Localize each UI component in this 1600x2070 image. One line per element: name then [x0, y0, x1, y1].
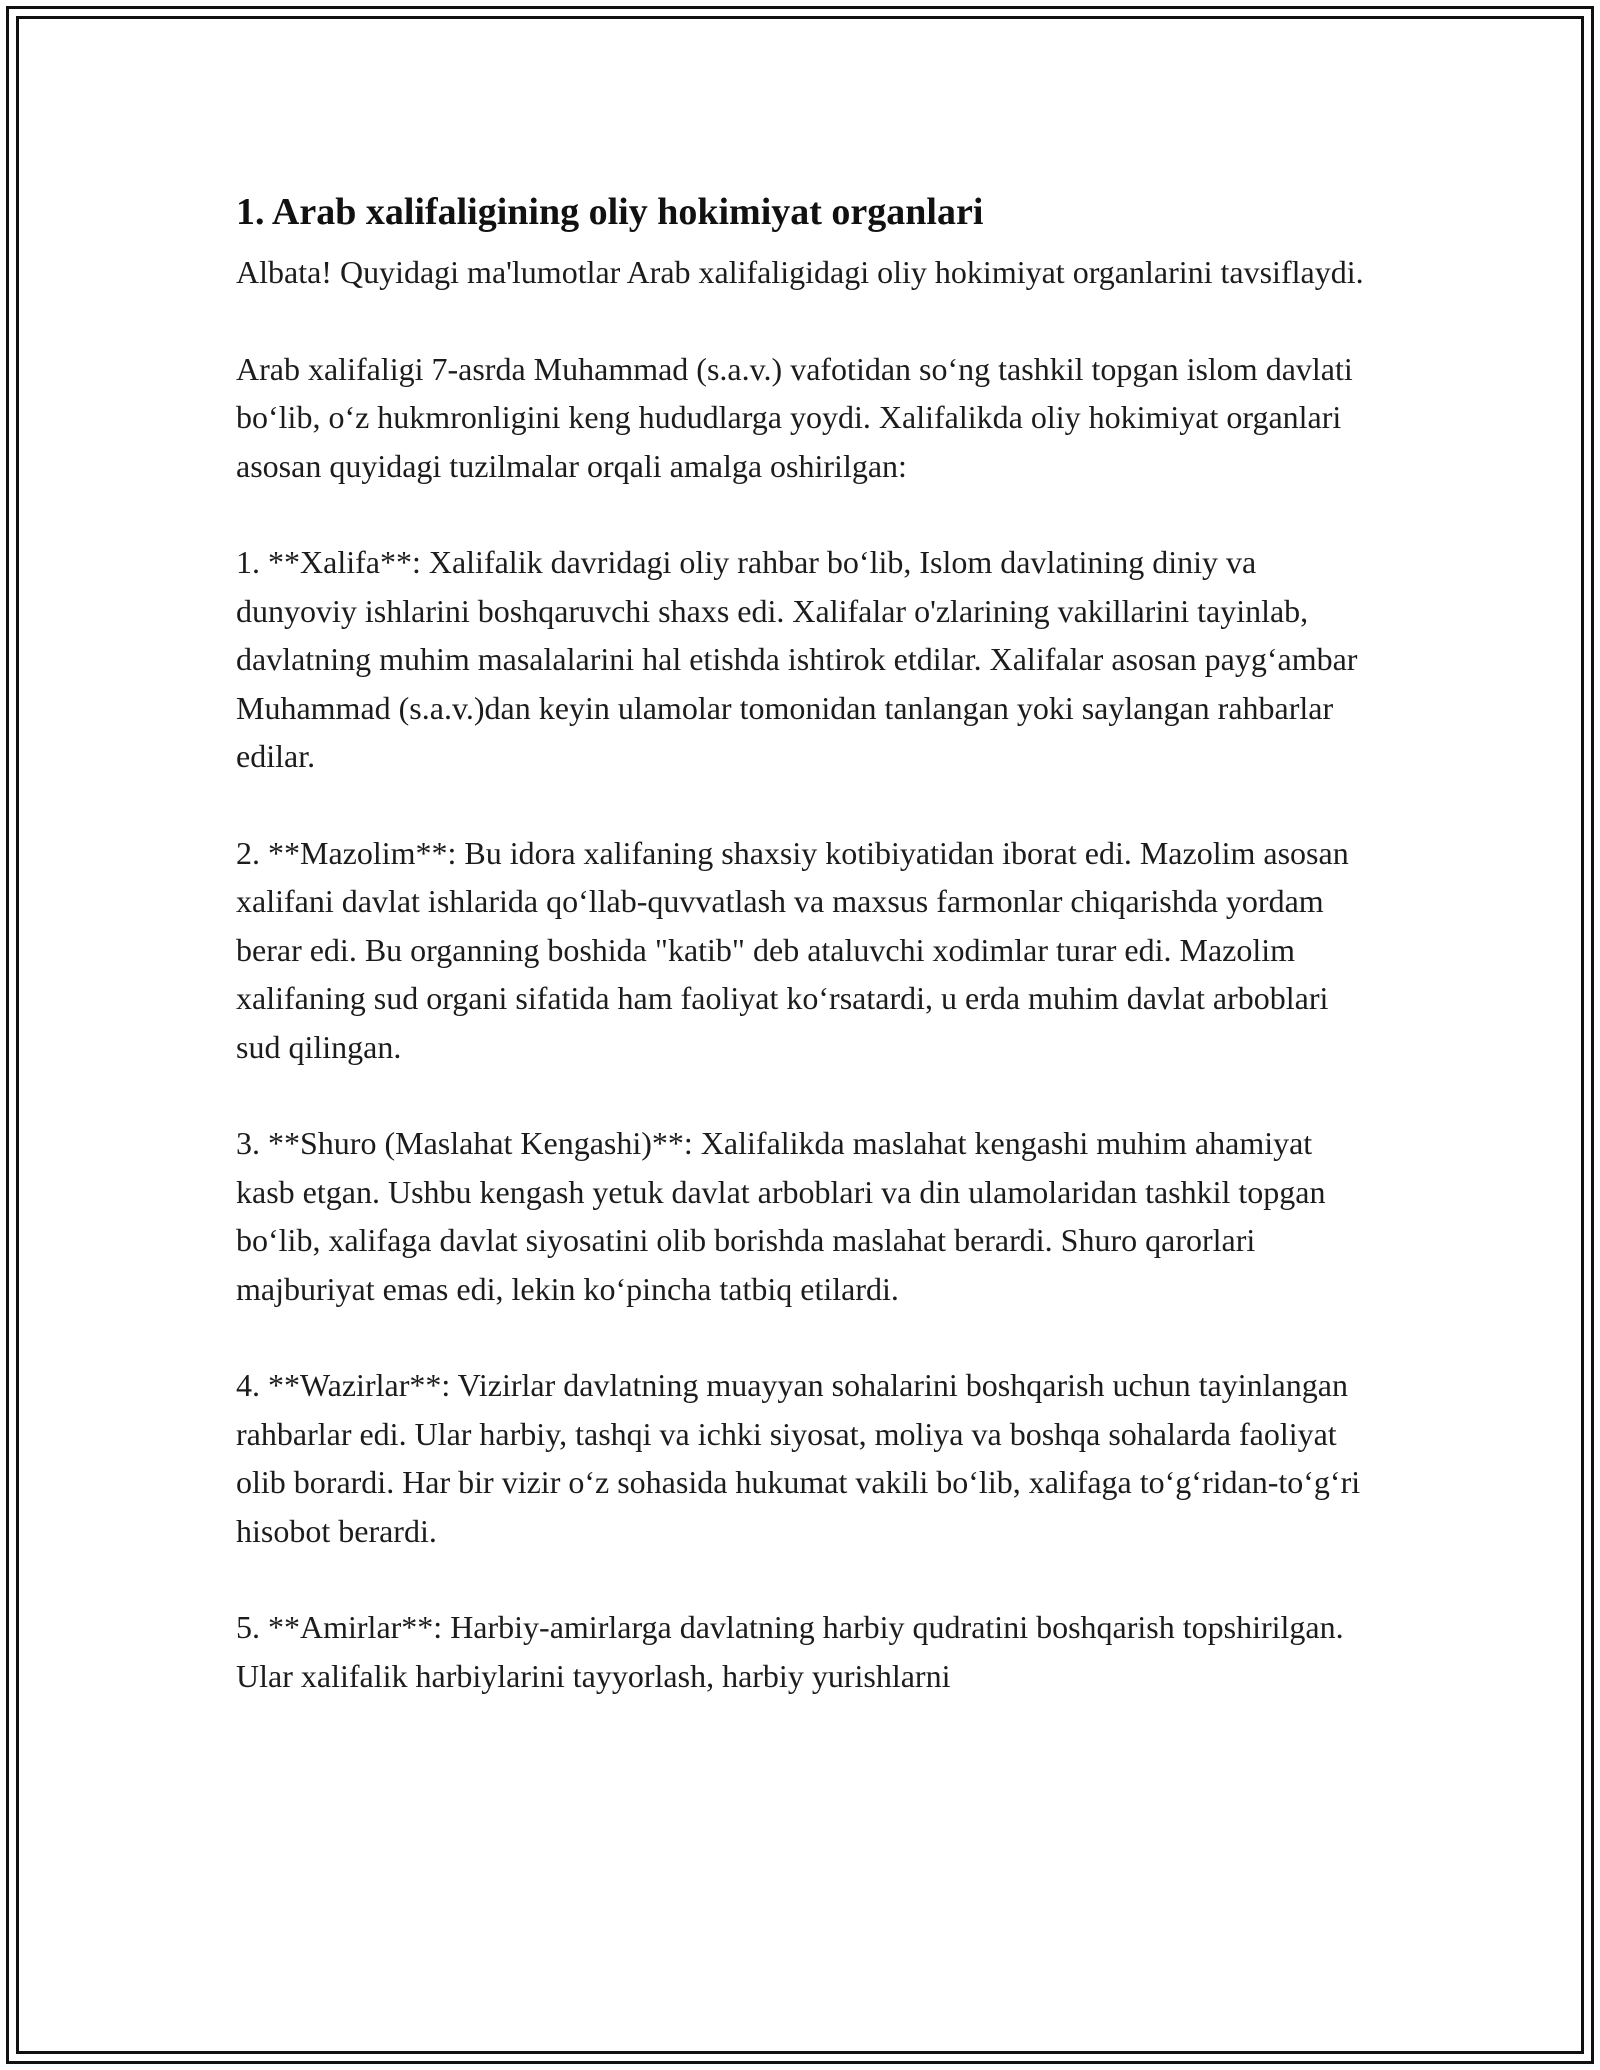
list-item-amirlar: 5. **Amirlar**: Harbiy-amirlarga davlatning harbiy qudratini boshqarish topshirilgan. Ular xalifalik harbiylarini tayyorlash, harbiy yurishlarni: [236, 1609, 1344, 1694]
list-item-mazolim: 2. **Mazolim**: Bu idora xalifaning shaxsiy kotibiyatidan iborat edi. Mazolim asosan xalifani davlat ishlarida qo‘llab-quvvatlash va maxsus farmonlar chiqarishda yordam berar edi. Bu organning boshida "katib" deb ataluvchi xodimlar turar edi. Mazolim xalifaning sud organi sifatida ham faoliyat ko‘rsatardi, u erda muhim davlat arboblari sud qilingan.: [236, 834, 1349, 1065]
list-item-xalifa: 1. **Xalifa**: Xalifalik davridagi oliy rahbar bo‘lib, Islom davlatining diniy va dunyoviy ishlarini boshqaruvchi shaxs edi. Xalifalar o'zlarining vakillarini tayinlab, davlatning muhim masalalarini hal etishda ishtirok etdilar. Xalifalar asosan payg‘ambar Muhammad (s.a.v.)dan keyin ulamolar tomonidan tanlangan yoki saylangan rahbarlar edilar.: [236, 544, 1358, 774]
document-title: 1. Arab xalifaligining oliy hokimiyat organlari: [236, 191, 984, 233]
overview-paragraph: Arab xalifaligi 7-asrda Muhammad (s.a.v.) vafotidan so‘ng tashkil topgan islom davlati bo‘lib, o‘z hukmronligini keng hududlarga yoydi. Xalifalikda oliy hokimiyat organlari asosan quyidagi tuzilmalar orqali amalga oshirilgan:: [236, 350, 1353, 484]
intro-paragraph: Albata! Quyidagi ma'lumotlar Arab xalifaligidagi oliy hokimiyat organlarini tavsiflaydi.: [236, 254, 1364, 290]
list-item-shuro: 3. **Shuro (Maslahat Kengashi)**: Xalifalikda maslahat kengashi muhim ahamiyat kasb etgan. Ushbu kengash yetuk davlat arboblari va din ulamolaridan tashkil topgan bo‘lib, xalifaga davlat siyosatini olib borishda maslahat berardi. Shuro qarorlari majburiyat emas edi, lekin ko‘pincha tatbiq etilardi.: [236, 1125, 1326, 1307]
list-item-wazirlar: 4. **Wazirlar**: Vizirlar davlatning muayyan sohalarini boshqarish uchun tayinlangan rahbarlar edi. Ular harbiy, tashqi va ichki siyosat, moliya va boshqa sohalarda faoliyat olib borardi. Har bir vizir o‘z sohasida hukumat vakili bo‘lib, xalifaga to‘g‘ridan-to‘g‘ri hisobot berardi.: [236, 1367, 1361, 1549]
document-body: [236, 186, 1376, 1748]
